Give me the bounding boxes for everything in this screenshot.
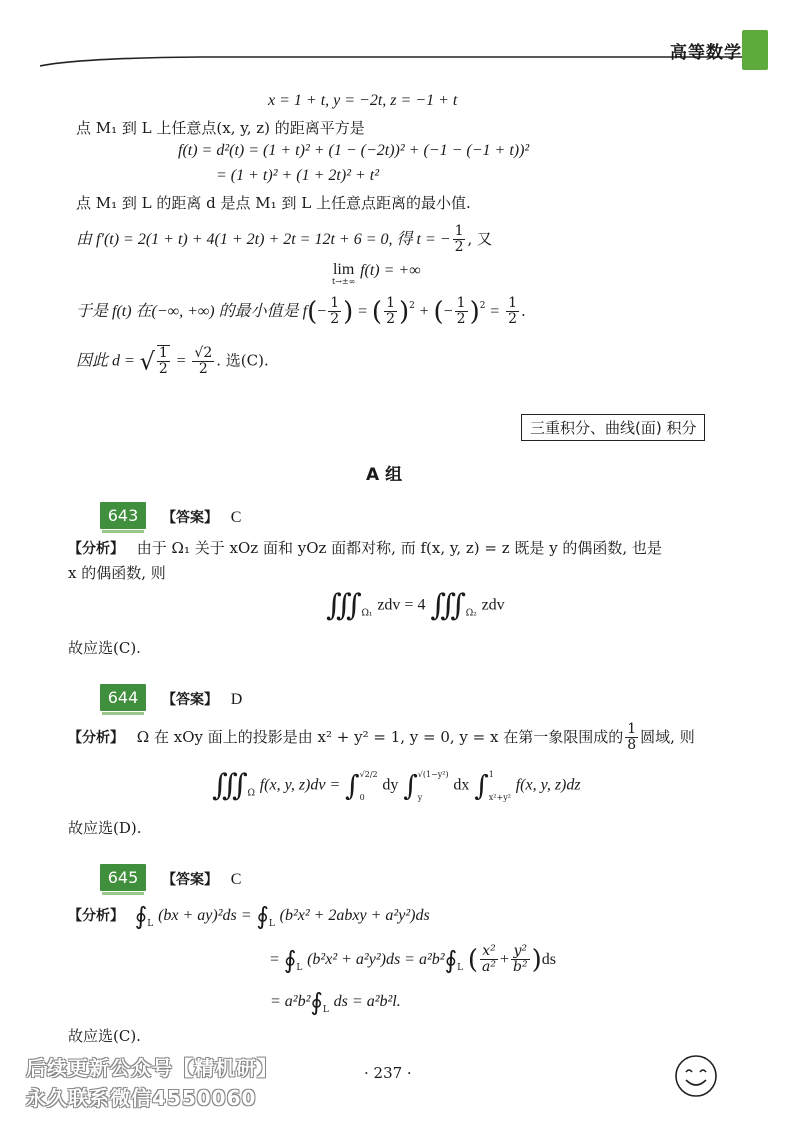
fraction-sqrt2-over-2: $\frac{√2}{2}$ — [194, 344, 213, 377]
answer-value: C — [230, 509, 242, 526]
limit-body: f(t) = +∞ — [360, 262, 421, 279]
header-tab-marker — [742, 30, 768, 70]
distance-intro: 点 M₁ 到 L 上任意点(x, y, z) 的距离平方是 — [76, 119, 365, 137]
distance-result-pre: 因此 d = — [76, 352, 135, 370]
header-rule — [40, 54, 760, 68]
derivative-line — [76, 224, 492, 256]
ft-expression-line2: = (1 + t)² + (1 + 2t)² + t² — [216, 167, 380, 184]
analysis-label: 【分析】 — [68, 541, 124, 557]
param-equation: x = 1 + t, y = −2t, z = −1 + t — [268, 92, 458, 109]
fraction-one-eighth: $\frac{1}{8}$ — [627, 721, 637, 754]
q644-conclusion: 故应选(D). — [68, 819, 142, 837]
watermark-line-2: 永久联系微信4550060 — [26, 1086, 257, 1110]
limit-expression — [332, 261, 421, 286]
q645-analysis-line1: 【分析】 $∮_L$ $(bx + ay)^2ds = ∮_L$ (b²x² + 2abxy + a²y²)ds — [68, 902, 430, 930]
question-number-645: 645 — [100, 864, 146, 891]
distance-result-post: . 选(C). — [216, 351, 269, 370]
q645-analysis-line3: = $a^2b^2∮_L$ ds = a²b²l. — [270, 988, 401, 1016]
limit-operator: lim — [332, 261, 355, 278]
q643-analysis-line2: x 的偶函数, 则 — [68, 564, 166, 582]
q644-answer-row: 【答案】 D — [162, 691, 243, 708]
q643-answer-row — [162, 507, 241, 527]
minimum-text: 于是 f(t) 在(−∞, +∞) 的最小值是 f — [76, 302, 308, 320]
q643-analysis-line1: 【分析】 由于 Ω₁ 关于 xOz 面和 yOz 面都对称, 而 f(x, y, z) = z 既是 y 的偶函数, 也是 — [68, 539, 662, 557]
question-number-644: 644 — [100, 684, 146, 711]
q643-conclusion: 故应选(C). — [68, 639, 141, 657]
page-number: · 237 · — [364, 1064, 412, 1082]
minimum-value-line: 于是 f(t) 在(−∞, +∞) 的最小值是 f(− $\frac{1}{2}$ ) = ( $\frac{1}{2}$ )$^2$ + (− $\frac{1}{2}$ )$^2$ = $\frac{1}{2}$ . — [76, 295, 526, 328]
q645-conclusion: 故应选(C). — [68, 1027, 141, 1045]
q643-integral-equation: $∭_{\Omega_1}$ zdv = 4 $∭_{\Omega_2}$ zdv — [326, 588, 505, 623]
group-title: A 组 — [366, 465, 403, 485]
header-title: 高等数学 — [670, 43, 742, 63]
ft-expression-line1: f(t) = d²(t) = (1 + t)² + (1 − (−2t))² + (−1 − (−1 + t))² — [178, 142, 530, 159]
section-title: 三重积分、曲线(面) 积分 — [521, 414, 705, 441]
smiley-icon — [672, 1052, 720, 1100]
fraction-one-half: $\frac{1}{2}$ — [454, 223, 464, 256]
q644-analysis-line: 【分析】 Ω 在 xOy 面上的投影是由 x² + y² = 1, y = 0, y = x 在第一象限围成的 $\frac{1}{8}$ 圆域, 则 — [68, 721, 695, 754]
derivative-tail: , 又 — [467, 229, 493, 248]
distance-result-line: 因此 d = √ $\frac{1}{2}$ = $\frac{√2}{2}$ . 选(C). — [76, 344, 269, 378]
q645-answer-row: 【答案】 C — [162, 871, 242, 888]
watermark-line-1: 后续更新公众号【精机研】 — [26, 1056, 278, 1080]
derivative-text: 由 f′(t) = 2(1 + t) + 4(1 + 2t) + 2t = 12t + 6 = 0, 得 t = − — [76, 230, 451, 248]
question-number-643: 643 — [100, 502, 146, 529]
triple-integral-sign: ∭ — [326, 588, 362, 623]
distance-minimum-statement: 点 M₁ 到 L 的距离 d 是点 M₁ 到 L 上任意点距离的最小值. — [76, 194, 471, 212]
limit-subscript: t→±∞ — [332, 277, 356, 286]
q645-analysis-line2: = $∮_L$ $(b^2x^2 + a^2y^2)ds = a^2b^2∮_L$ ( $\frac{\text{x²}}{\text{a²}}$ + $\frac{\text{y²}}{\text{b²}}$ )ds — [270, 943, 556, 976]
q644-integral-equation: $∭_\Omega$ f(x, y, z)dv = ∫ √2/2 0 dy ∫ √(1−y²) y dx ∫ 1 x²+y² f(x, y, z)dz — [212, 768, 581, 803]
answer-label: 【答案】 — [162, 510, 218, 526]
